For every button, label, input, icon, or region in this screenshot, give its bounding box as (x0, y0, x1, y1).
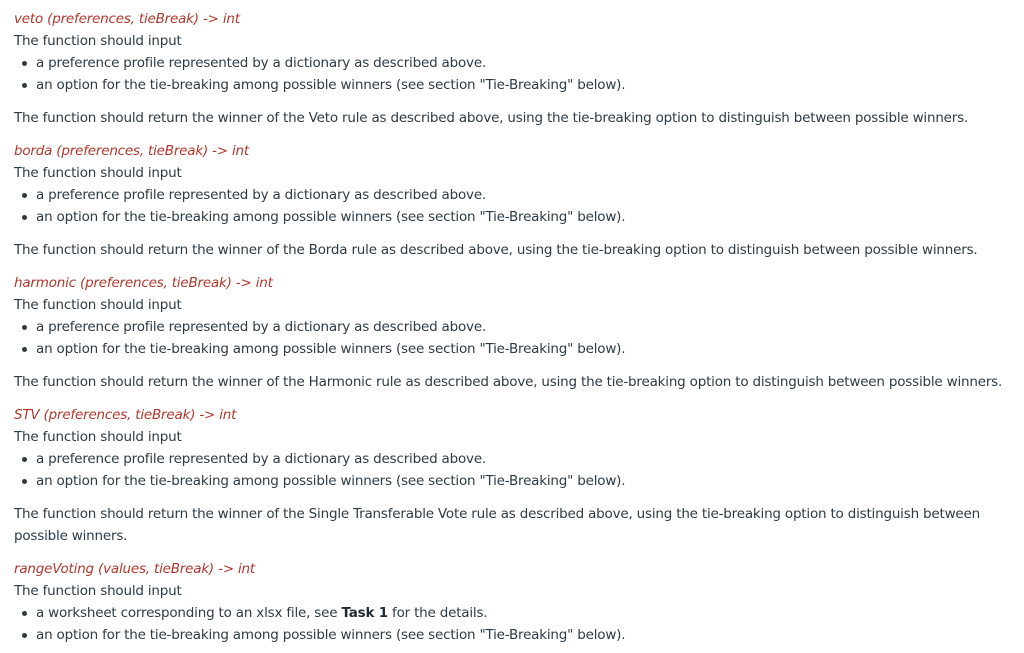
list-item-text-after: for the details. (387, 605, 488, 621)
bullet-icon (22, 193, 27, 198)
function-signature: rangeVoting (values, tieBreak) -> int (14, 561, 255, 577)
function-intro: The function should input (14, 429, 182, 445)
function-signature: harmonic (preferences, tieBreak) -> int (14, 275, 273, 291)
function-returns: The function should return the winner of the Single Transferable Vote rule as described above, using the tie-breaking option to distinguish between possible winners. (14, 506, 980, 544)
list-item (20, 602, 1010, 624)
function-section-veto (14, 8, 1010, 129)
list-item (20, 338, 1010, 360)
function-intro: The function should input (14, 165, 182, 181)
function-section-harmonic (14, 272, 1010, 393)
list-item (20, 52, 1010, 74)
list-item (20, 316, 1010, 338)
bullet-icon (22, 457, 27, 462)
bullet-icon (22, 83, 27, 88)
list-item-text: an option for the tie-breaking among possible winners (see section "Tie-Breaking" below). (36, 209, 626, 225)
list-item (20, 184, 1010, 206)
bullet-icon (22, 479, 27, 484)
list-item-text: a preference profile represented by a dictionary as described above. (36, 451, 487, 467)
input-list (14, 316, 1010, 360)
list-item-text: a preference profile represented by a dictionary as described above. (36, 55, 487, 71)
bullet-icon (22, 325, 27, 330)
bullet-icon (22, 347, 27, 352)
bullet-icon (22, 61, 27, 66)
task-reference: Task 1 (341, 605, 388, 621)
function-returns: The function should return the winner of the Harmonic rule as described above, using the tie-breaking option to distinguish between possible winners. (14, 374, 1003, 390)
function-signature: borda (preferences, tieBreak) -> int (14, 143, 250, 159)
list-item-text: an option for the tie-breaking among possible winners (see section "Tie-Breaking" below). (36, 341, 626, 357)
function-intro: The function should input (14, 33, 182, 49)
input-list (14, 448, 1010, 492)
list-item (20, 74, 1010, 96)
function-section-rangevoting (14, 558, 1010, 646)
input-list (14, 602, 1010, 646)
list-item-text: an option for the tie-breaking among possible winners (see section "Tie-Breaking" below). (36, 77, 626, 93)
function-returns: The function should return the winner of the Veto rule as described above, using the tie-breaking option to distinguish between possible winners. (14, 110, 969, 126)
list-item (20, 470, 1010, 492)
list-item-text: a preference profile represented by a dictionary as described above. (36, 319, 487, 335)
bullet-icon (22, 633, 27, 638)
function-intro: The function should input (14, 583, 182, 599)
list-item-text: an option for the tie-breaking among possible winners (see section "Tie-Breaking" below). (36, 473, 626, 489)
function-section-stv (14, 404, 1010, 547)
bullet-icon (22, 611, 27, 616)
list-item (20, 206, 1010, 228)
list-item-text: a preference profile represented by a dictionary as described above. (36, 187, 487, 203)
function-signature: veto (preferences, tieBreak) -> int (14, 11, 240, 27)
list-item (20, 448, 1010, 470)
list-item (20, 624, 1010, 646)
bullet-icon (22, 215, 27, 220)
list-item-text-before: a worksheet corresponding to an xlsx file, see (36, 605, 342, 621)
function-section-borda (14, 140, 1010, 261)
input-list (14, 184, 1010, 228)
function-signature: STV (preferences, tieBreak) -> int (14, 407, 237, 423)
input-list (14, 52, 1010, 96)
list-item-text: an option for the tie-breaking among possible winners (see section "Tie-Breaking" below). (36, 627, 626, 643)
function-intro: The function should input (14, 297, 182, 313)
function-returns: The function should return the winner of the Borda rule as described above, using the tie-breaking option to distinguish between possible winners. (14, 242, 978, 258)
